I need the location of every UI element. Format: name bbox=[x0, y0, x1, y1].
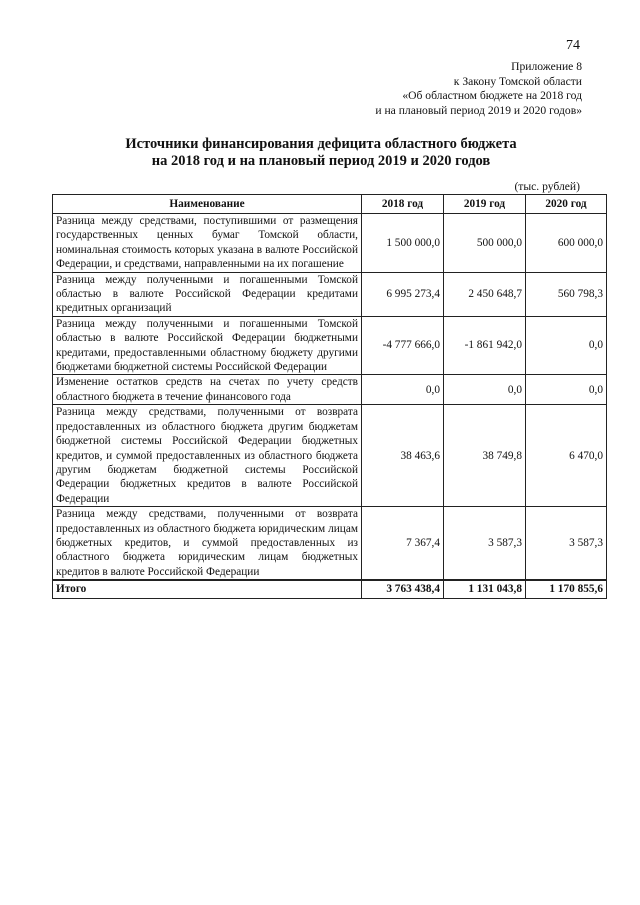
row-value-2018: 38 463,6 bbox=[362, 405, 444, 507]
header-2019: 2019 год bbox=[444, 195, 526, 214]
row-value-2019: 500 000,0 bbox=[444, 214, 526, 273]
row-value-2018: 0,0 bbox=[362, 375, 444, 405]
page-number: 74 bbox=[566, 38, 580, 53]
row-name: Разница между средствами, полученными от возврата предоставленных из областного бюджета другим бюджетам бюджетной системы Российской Федерации бюджетных кредитов, и суммой предоставленных из областного бюджета другим бюджетам бюджетной системы Российской Федерации бюджетных кредитов в валюте Российской Федерации bbox=[53, 405, 362, 507]
row-value-2020: 0,0 bbox=[526, 375, 607, 405]
appendix-line: «Об областном бюджете на 2018 год bbox=[402, 89, 582, 103]
row-name: Разница между средствами, поступившими от размещения государственных ценных бумаг Томской области, номинальная стоимость которых указана в валюте Российской Федерации, и средствами, направленными на их погашение bbox=[53, 214, 362, 273]
table-row bbox=[53, 272, 607, 316]
row-value-2018: 7 367,4 bbox=[362, 507, 444, 581]
total-2019: 1 131 043,8 bbox=[444, 580, 526, 599]
row-value-2020: 3 587,3 bbox=[526, 507, 607, 581]
total-2020: 1 170 855,6 bbox=[526, 580, 607, 599]
row-value-2019: 38 749,8 bbox=[444, 405, 526, 507]
total-label: Итого bbox=[53, 580, 362, 599]
table-row bbox=[53, 375, 607, 405]
row-name: Изменение остатков средств на счетах по учету средств областного бюджета в течение финансового года bbox=[53, 375, 362, 405]
row-value-2019: 0,0 bbox=[444, 375, 526, 405]
table-row bbox=[53, 507, 607, 581]
row-value-2020: 560 798,3 bbox=[526, 272, 607, 316]
row-value-2020: 0,0 bbox=[526, 316, 607, 375]
appendix-note bbox=[375, 60, 582, 118]
row-value-2018: 1 500 000,0 bbox=[362, 214, 444, 273]
row-value-2018: 6 995 273,4 bbox=[362, 272, 444, 316]
financing-sources-table bbox=[52, 194, 607, 599]
units-label: (тыс. рублей) bbox=[514, 180, 580, 193]
title-line: Источники финансирования дефицита областного бюджета bbox=[125, 136, 517, 152]
table-row bbox=[53, 405, 607, 507]
row-value-2020: 6 470,0 bbox=[526, 405, 607, 507]
appendix-line: Приложение 8 bbox=[511, 60, 582, 73]
total-row bbox=[53, 580, 607, 599]
header-2018: 2018 год bbox=[362, 195, 444, 214]
row-name: Разница между полученными и погашенными Томской областью в валюте Российской Федерации бюджетными кредитами, предоставленными областному бюджету другими бюджетами бюджетной системы Российской Федерации bbox=[53, 316, 362, 375]
appendix-line: к Закону Томской области bbox=[453, 74, 582, 88]
row-value-2018: -4 777 666,0 bbox=[362, 316, 444, 375]
row-value-2020: 600 000,0 bbox=[526, 214, 607, 273]
row-name: Разница между средствами, полученными от возврата предоставленных из областного бюджета юридическим лицам бюджетных кредитов, и суммой предоставленных из областного бюджета юридическим лицам бюджетных кредитов в валюте Российской Федерации bbox=[53, 507, 362, 581]
table-row bbox=[53, 316, 607, 375]
table-row bbox=[53, 214, 607, 273]
header-name: Наименование bbox=[53, 195, 362, 214]
row-value-2019: -1 861 942,0 bbox=[444, 316, 526, 375]
row-name: Разница между полученными и погашенными Томской областью в валюте Российской Федерации кредитами кредитных организаций bbox=[53, 272, 362, 316]
table-header-row bbox=[53, 195, 607, 214]
header-2020: 2020 год bbox=[526, 195, 607, 214]
total-2018: 3 763 438,4 bbox=[362, 580, 444, 599]
appendix-line: и на плановый период 2019 и 2020 годов» bbox=[375, 103, 582, 117]
row-value-2019: 3 587,3 bbox=[444, 507, 526, 581]
document-title bbox=[60, 136, 582, 170]
row-value-2019: 2 450 648,7 bbox=[444, 272, 526, 316]
title-line: на 2018 год и на плановый период 2019 и 2020 годов bbox=[151, 153, 491, 169]
